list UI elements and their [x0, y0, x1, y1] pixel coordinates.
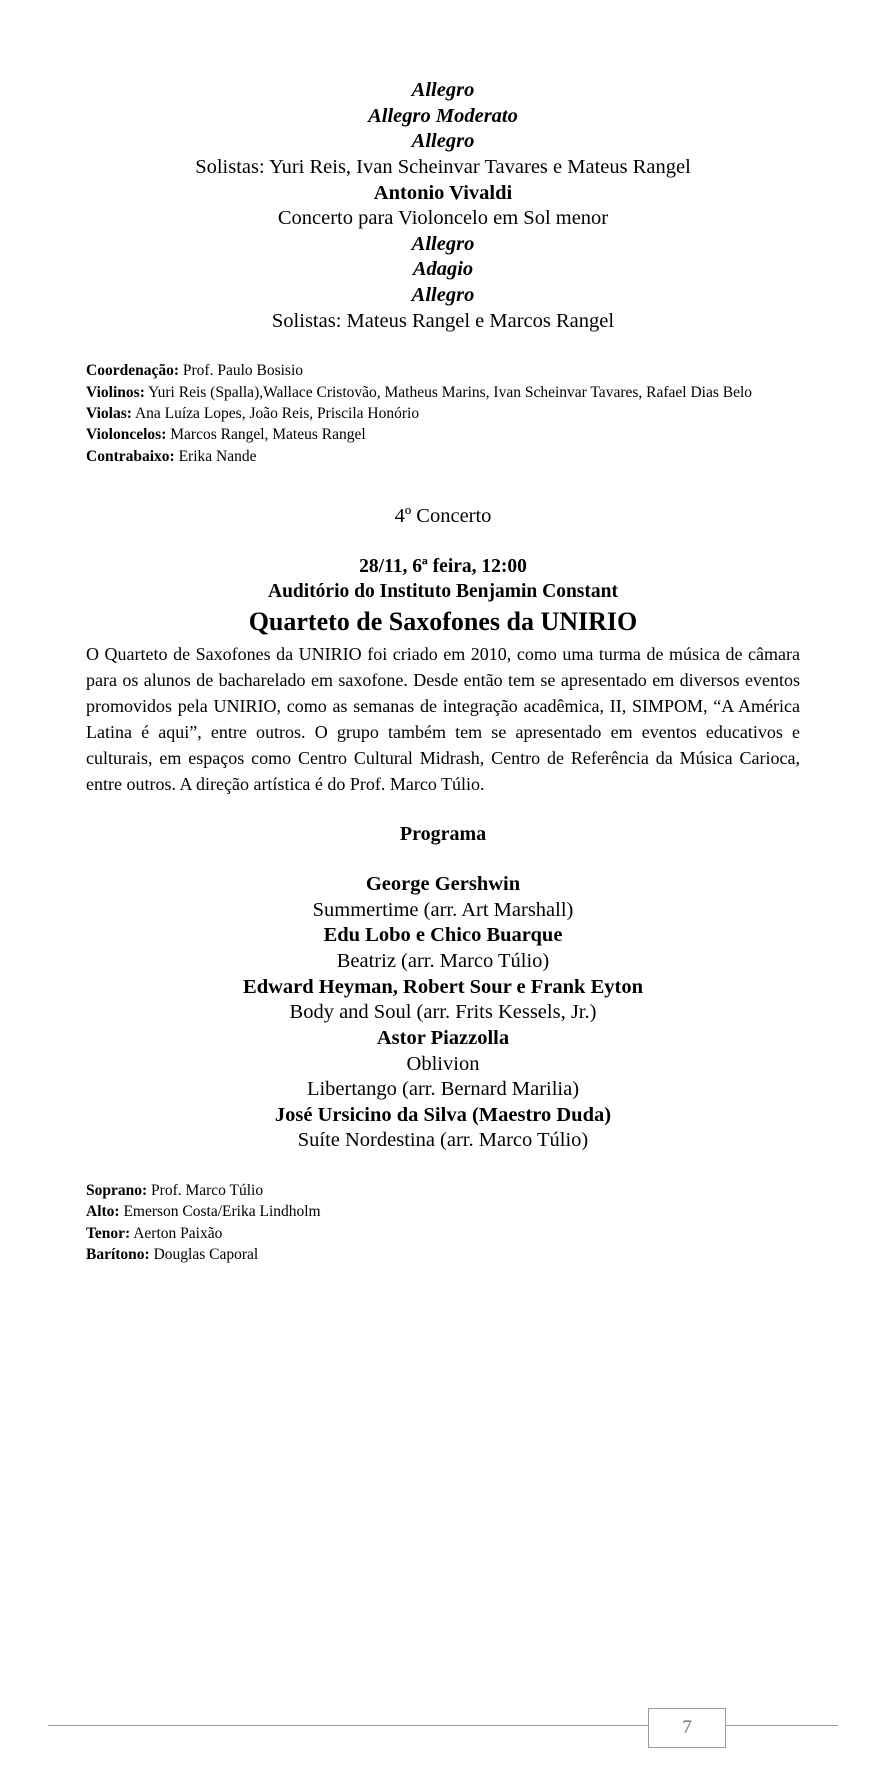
- concert-datetime: 28/11, 6ª feira, 12:00: [359, 556, 527, 578]
- credit-value: Prof. Paulo Bosisio: [179, 362, 304, 380]
- piece-title: Libertango (arr. Bernard Marilia): [306, 1078, 580, 1101]
- movement-line: Allegro: [411, 130, 475, 153]
- piece-title: Beatriz (arr. Marco Túlio): [336, 950, 550, 973]
- credit-line: [86, 1201, 800, 1222]
- credit-value: Marcos Rangel, Mateus Rangel: [166, 426, 366, 444]
- credit-label: Contrabaixo:: [86, 447, 175, 465]
- credit-label: Barítono:: [86, 1246, 150, 1264]
- credit-label: Violinos:: [86, 383, 145, 401]
- credit-line: [86, 382, 800, 403]
- credit-line: [86, 1244, 800, 1265]
- concert-title: Quarteto de Saxofones da UNIRIO: [248, 606, 638, 636]
- credit-line: [86, 403, 800, 424]
- work-title: Concerto para Violoncelo em Sol menor: [277, 207, 609, 230]
- credit-value: Erika Nande: [174, 447, 257, 465]
- credit-line: [86, 446, 800, 467]
- concert-number: 4º Concerto: [394, 505, 492, 528]
- credit-line: [86, 1223, 800, 1244]
- piece-title: Body and Soul (arr. Frits Kessels, Jr.): [289, 1001, 597, 1024]
- credit-label: Alto:: [86, 1203, 120, 1221]
- piece-title: Oblivion: [406, 1052, 480, 1075]
- credit-line: [86, 1180, 800, 1201]
- concert3-credits: [86, 360, 800, 467]
- concert3-movements-block-b: [86, 232, 800, 309]
- movement-line: Allegro: [411, 79, 475, 101]
- credit-line: [86, 424, 800, 445]
- composer-name: Edward Heyman, Robert Sour e Frank Eyton: [243, 975, 643, 998]
- concert4-credits: [86, 1180, 800, 1266]
- composer-name: José Ursicino da Silva (Maestro Duda): [274, 1103, 612, 1126]
- page-number: 7: [648, 1708, 726, 1748]
- composer-name: Antonio Vivaldi: [373, 181, 513, 204]
- movement-line: Allegro: [411, 232, 475, 255]
- movement-line: Adagio: [412, 258, 474, 281]
- credit-value: Yuri Reis (Spalla),Wallace Cristovão, Matheus Marins, Ivan Scheinvar Tavares, Rafael Dias Belo: [144, 383, 753, 401]
- composer-name: George Gershwin: [365, 873, 521, 896]
- piece-title: Suíte Nordestina (arr. Marco Túlio): [297, 1129, 589, 1152]
- credit-label: Soprano:: [86, 1182, 148, 1200]
- credit-label: Violas:: [86, 405, 132, 422]
- credit-line: [86, 360, 800, 381]
- credit-value: Prof. Marco Túlio: [147, 1182, 264, 1200]
- credit-label: Violoncelos:: [86, 426, 167, 444]
- soloists-line: Solistas: Mateus Rangel e Marcos Rangel: [271, 309, 615, 332]
- credit-value: Douglas Caporal: [149, 1246, 259, 1264]
- credit-label: Tenor:: [86, 1224, 131, 1242]
- movement-line: Allegro: [411, 284, 475, 306]
- composer-name: Astor Piazzolla: [376, 1026, 510, 1049]
- composer-name: Edu Lobo e Chico Buarque: [323, 924, 563, 947]
- credit-value: Emerson Costa/Erika Lindholm: [119, 1203, 321, 1221]
- credit-value: Aerton Paixão: [130, 1224, 223, 1242]
- concert4-program-list: [86, 872, 800, 1154]
- credit-value: Ana Luíza Lopes, João Reis, Priscila Honório: [131, 405, 420, 422]
- programa-heading: Programa: [399, 823, 487, 846]
- credit-label: Coordenação:: [86, 362, 179, 380]
- concert-description: O Quarteto de Saxofones da UNIRIO foi criado em 2010, como uma turma de música de câmara para os alunos de bacharelado em saxofone. Desde então tem se apresentado em diversos eventos promovidos pela UNIRIO, como as semanas de integração acadêmica, II, SIMPOM, “A América Latina é aqui”, entre outros. O grupo também tem se apresentado em eventos educativos e culturais, em espaços como Centro Cultural Midrash, Centro de Referência da Música Carioca, entre outros. A direção artística é do Prof. Marco Túlio.: [86, 643, 800, 795]
- concert3-movements-block-a: [86, 78, 800, 155]
- concert-venue: Auditório do Instituto Benjamin Constant: [268, 581, 618, 603]
- piece-title: Summertime (arr. Art Marshall): [312, 898, 574, 921]
- soloists-line: Solistas: Yuri Reis, Ivan Scheinvar Tavares e Mateus Rangel: [195, 155, 691, 178]
- movement-line: Allegro Moderato: [368, 104, 518, 127]
